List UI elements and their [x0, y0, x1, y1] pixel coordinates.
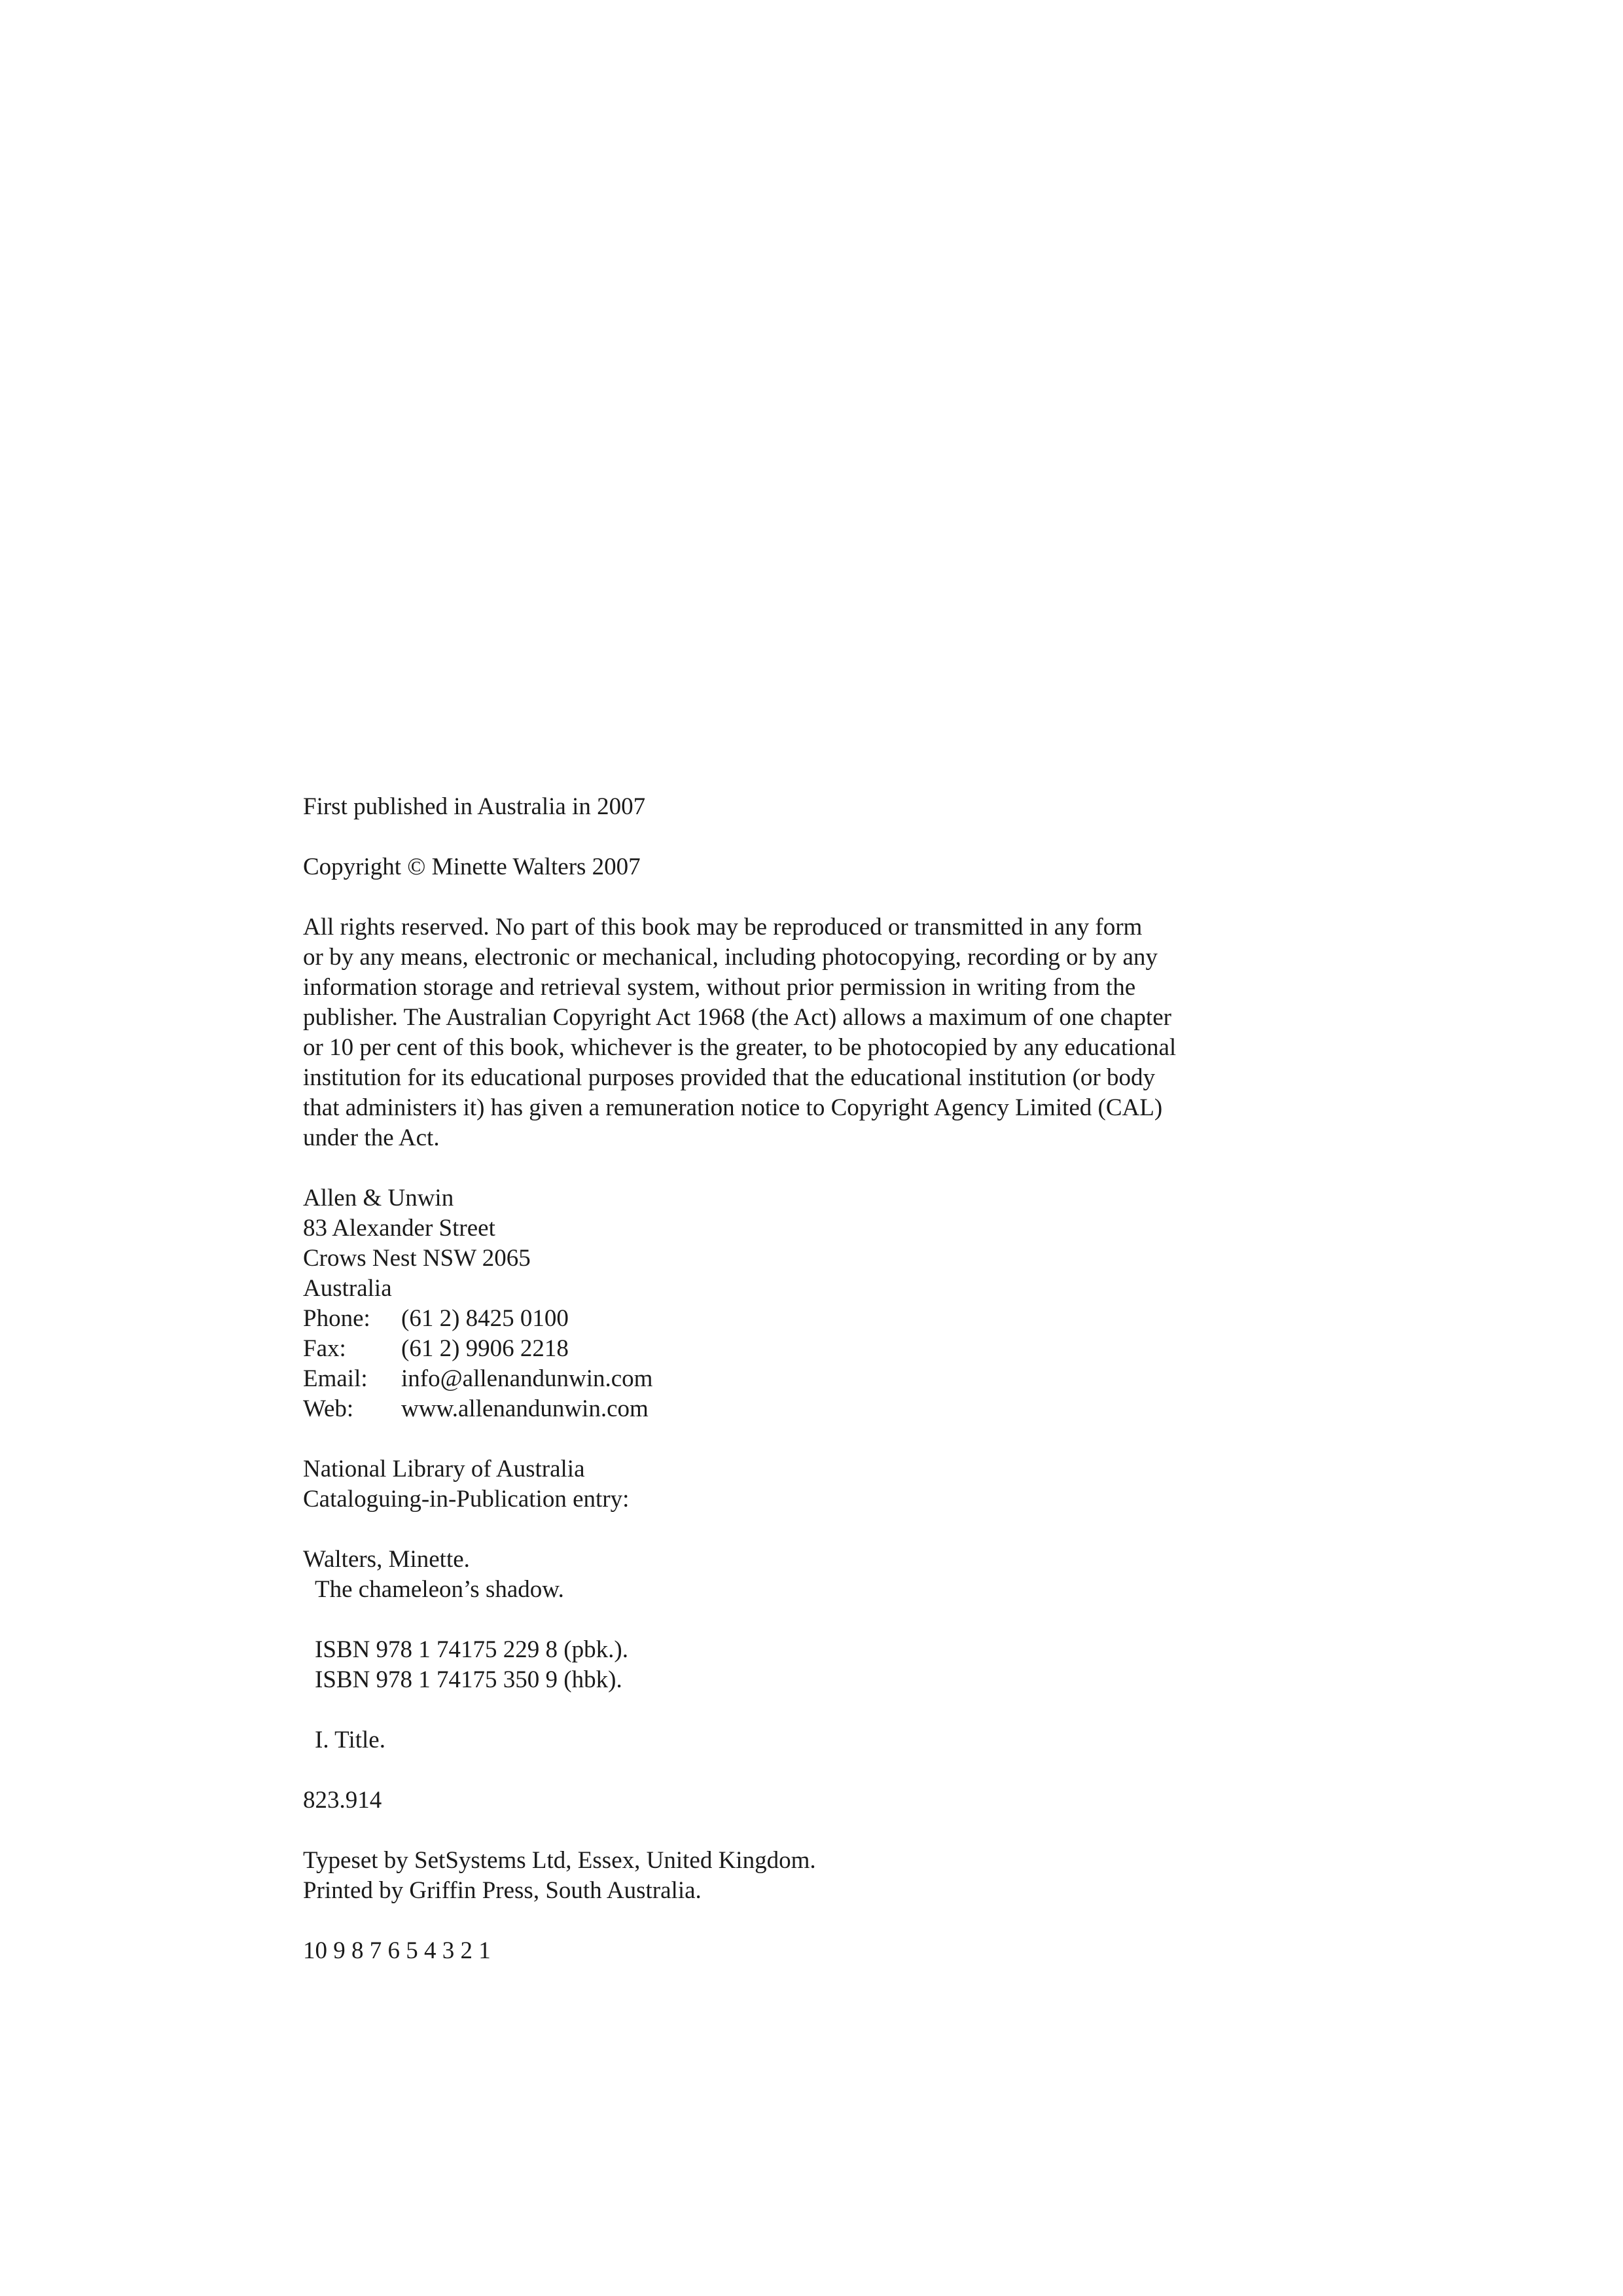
spacer [303, 1153, 1285, 1183]
contact-label: Fax: [303, 1335, 346, 1362]
rights-line: institution for its educational purposes provided that the educational institution (or body [303, 1064, 1155, 1091]
contact-value: (61 2) 8425 0100 [401, 1305, 569, 1332]
spacer [303, 1755, 1285, 1785]
printer-line: Printed by Griffin Press, South Australia. [303, 1877, 702, 1904]
spacer [303, 1605, 1285, 1635]
contact-value: (61 2) 9906 2218 [401, 1335, 569, 1362]
spacer [303, 1906, 1285, 1936]
rights-paragraph [303, 912, 1285, 1153]
cip-isbn: ISBN 978 1 74175 229 8 (pbk.). [315, 1636, 628, 1663]
rights-line: that administers it) has given a remuneration notice to Copyright Agency Limited (CAL) [303, 1094, 1163, 1121]
rights-line: under the Act. [303, 1124, 440, 1151]
production-block [303, 1846, 1285, 1906]
first-published-line: First published in Australia in 2007 [303, 793, 646, 820]
copyright-line: Copyright © Minette Walters 2007 [303, 853, 641, 880]
cip-title: The chameleon’s shadow. [315, 1576, 564, 1603]
publisher-block [303, 1183, 1285, 1424]
contact-email [303, 1364, 1285, 1394]
cip-block [303, 1454, 1285, 1816]
publisher-address-line: Australia [303, 1275, 392, 1302]
typeset-line: Typeset by SetSystems Ltd, Essex, United Kingdom. [303, 1847, 816, 1874]
cip-classification: 823.914 [303, 1787, 382, 1814]
cip-isbn: ISBN 978 1 74175 350 9 (hbk). [315, 1666, 622, 1693]
spacer [303, 882, 1285, 912]
spacer [303, 1424, 1285, 1454]
cip-author: Walters, Minette. [303, 1546, 470, 1573]
contact-phone [303, 1304, 1285, 1334]
rights-line: or 10 per cent of this book, whichever is the greater, to be photocopied by any educational [303, 1034, 1177, 1061]
rights-line: All rights reserved. No part of this book may be reproduced or transmitted in any form [303, 914, 1143, 941]
spacer [303, 822, 1285, 852]
contact-label: Email: [303, 1365, 368, 1392]
contact-value: www.allenandunwin.com [401, 1395, 649, 1422]
spacer [303, 1515, 1285, 1545]
printing-number-line: 10 9 8 7 6 5 4 3 2 1 [303, 1937, 491, 1964]
rights-line: information storage and retrieval system, without prior permission in writing from the [303, 974, 1136, 1001]
spacer [303, 1816, 1285, 1846]
cip-heading-line: Cataloguing-in-Publication entry: [303, 1486, 630, 1513]
contact-value: info@allenandunwin.com [401, 1365, 653, 1392]
publisher-name: Allen & Unwin [303, 1185, 454, 1211]
contact-fax [303, 1334, 1285, 1364]
rights-line: or by any means, electronic or mechanical, including photocopying, recording or by any [303, 944, 1158, 971]
publisher-address-line: 83 Alexander Street [303, 1215, 495, 1242]
publisher-address-line: Crows Nest NSW 2065 [303, 1245, 531, 1272]
cip-heading-line: National Library of Australia [303, 1456, 585, 1482]
spacer [303, 1695, 1285, 1725]
contact-web [303, 1394, 1285, 1424]
cip-subject: I. Title. [315, 1727, 385, 1753]
rights-line: publisher. The Australian Copyright Act 1968 (the Act) allows a maximum of one chapter [303, 1004, 1171, 1031]
contact-label: Web: [303, 1395, 354, 1422]
contact-label: Phone: [303, 1305, 370, 1332]
imprint-block [303, 792, 1285, 1966]
